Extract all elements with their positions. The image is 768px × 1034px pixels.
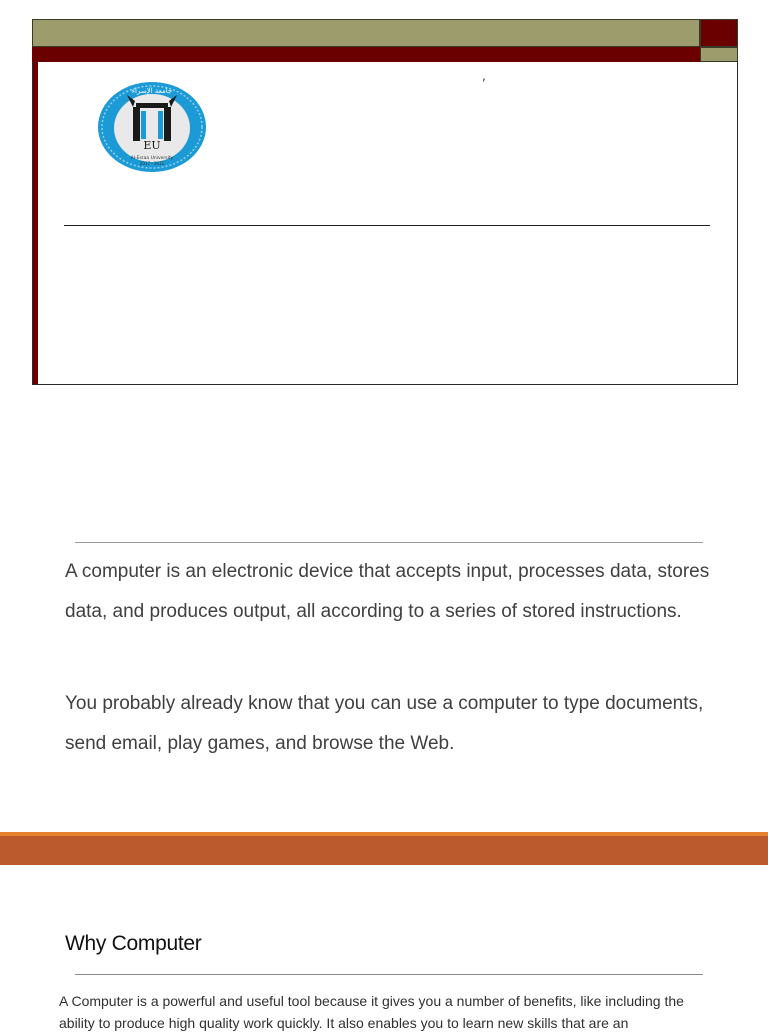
maroon-corner-block — [700, 19, 738, 47]
title-divider — [75, 974, 703, 975]
content-divider — [75, 542, 703, 543]
definition-paragraph: A computer is an electronic device that accepts input, processes data, stores data, and produces output, all according to a series of stored instructions. — [65, 561, 710, 622]
orange-header-band — [0, 836, 768, 865]
body-paragraph: A Computer is a powerful and useful tool because it gives you a number of benefits, like including the ability to produce high quality work quickly. It also enables you to learn new skills that are an — [59, 993, 684, 1031]
usage-paragraph: You probably already know that you can use a computer to type documents, send email, play games, and browse the Web. — [65, 693, 704, 754]
logo-label: EU — [143, 139, 161, 152]
maroon-header-bar — [32, 47, 700, 62]
stray-mark: , — [482, 69, 486, 83]
logo-years: 2017 - 2011 — [139, 161, 165, 166]
logo-arabic-text: جامعة الإسراء — [131, 87, 173, 95]
olive-header-bar — [32, 19, 700, 47]
olive-corner-block — [700, 47, 738, 62]
logo-university-text: Al-Esraa University — [130, 156, 174, 161]
title-divider — [64, 225, 710, 226]
slide-title: Why Computer — [65, 932, 202, 955]
university-logo — [97, 81, 207, 173]
title-slide — [32, 19, 738, 385]
